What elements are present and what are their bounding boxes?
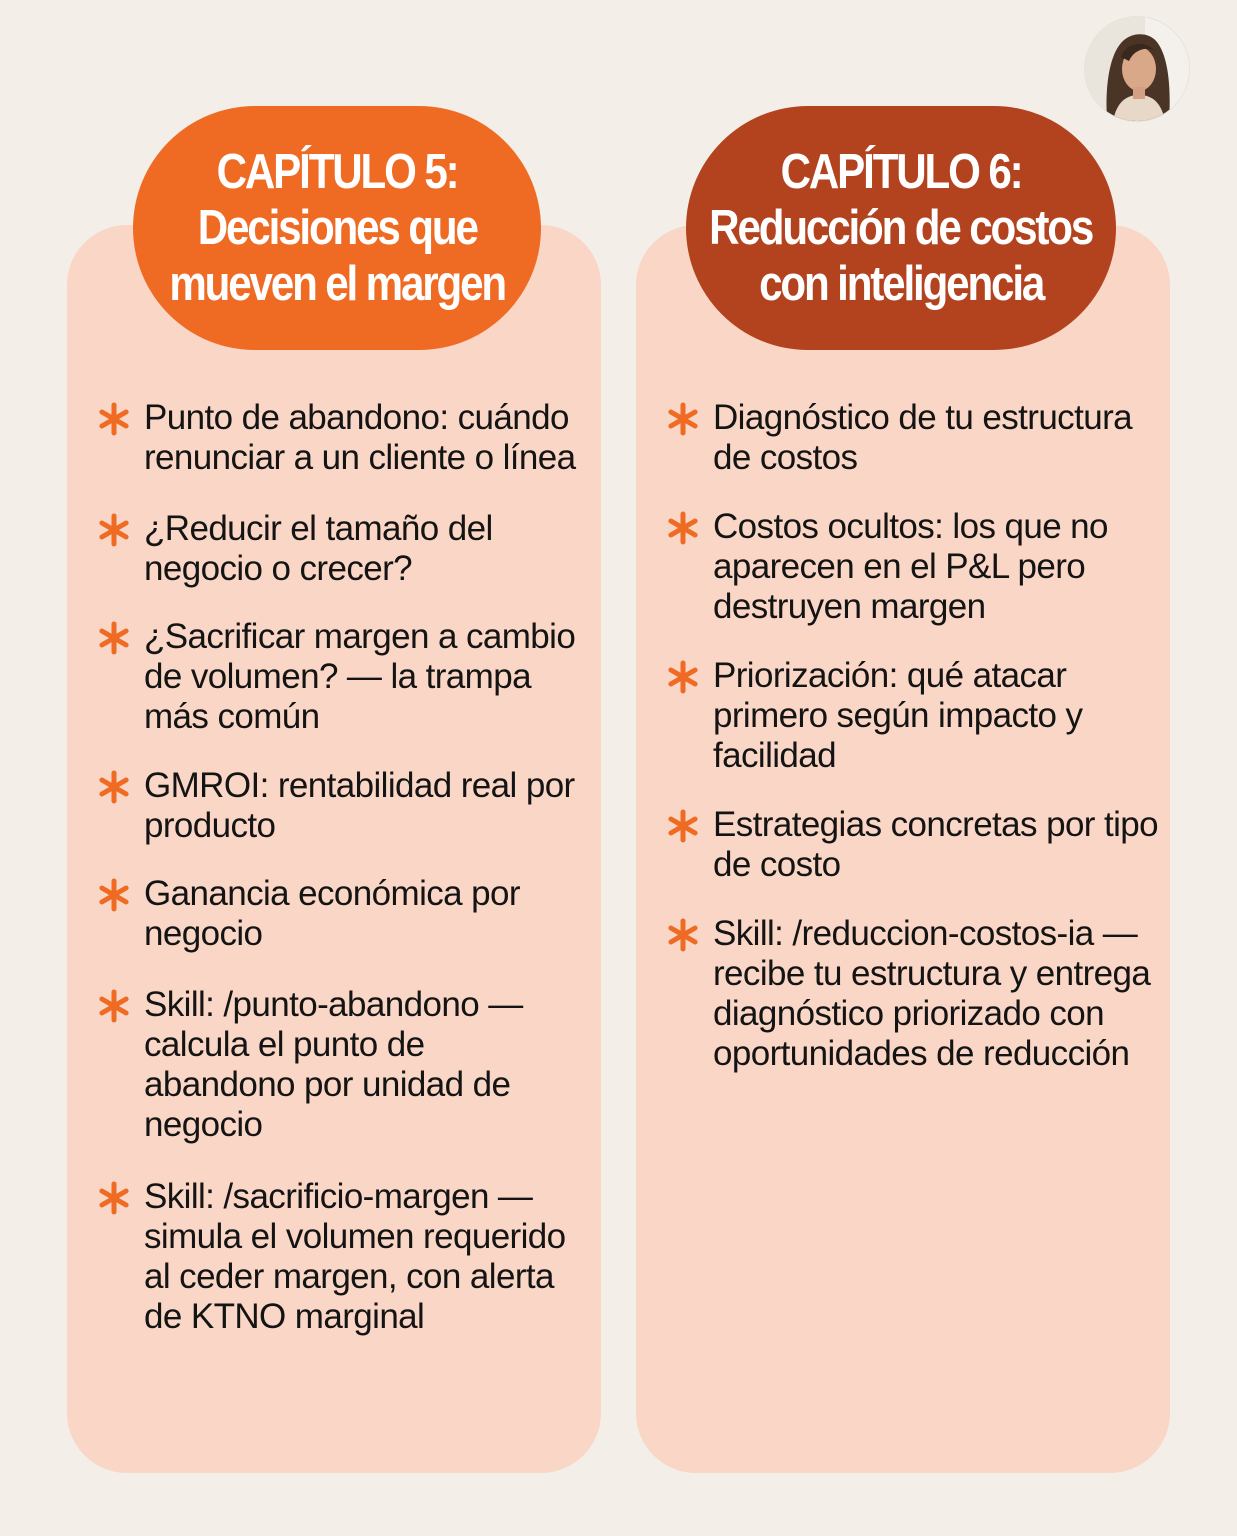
asterisk-icon xyxy=(97,878,131,912)
list-item xyxy=(97,398,577,478)
list-item xyxy=(666,656,1161,776)
list-item xyxy=(666,914,1161,1074)
list-item-text: Skill: /punto-abandono — calcula el punto de abandono por unidad de negocio xyxy=(144,985,523,1144)
asterisk-icon xyxy=(666,809,700,843)
avatar[interactable] xyxy=(1085,17,1189,121)
chapter6-title-line1: CAPÍTULO 6: xyxy=(780,145,1022,199)
asterisk-icon xyxy=(97,770,131,804)
chapter6-title-line3: con inteligencia xyxy=(758,257,1044,311)
chapter5-title-line3: mueven el margen xyxy=(169,257,505,311)
chapter6-topic-list xyxy=(666,398,1161,1074)
chapter6-title-badge xyxy=(686,106,1116,350)
list-item-text: Estrategias concretas por tipo de costo xyxy=(713,805,1159,884)
list-item-text: ¿Reducir el tamaño del negocio o crecer? xyxy=(144,509,493,588)
list-item-text: Punto de abandono: cuándo renunciar a un cliente o línea xyxy=(144,398,576,477)
asterisk-icon xyxy=(97,621,131,655)
list-item xyxy=(666,398,1161,478)
chapter5-title-line2: Decisiones que xyxy=(197,201,477,255)
asterisk-icon xyxy=(97,989,131,1023)
chapter6-title-line2: Reducción de costos xyxy=(709,201,1093,255)
list-item-text: Diagnóstico de tu estructura de costos xyxy=(713,398,1132,477)
list-item-text: Skill: /reduccion-costos-ia — recibe tu estructura y entrega diagnóstico priorizado con oportunidades de reducción xyxy=(713,914,1151,1073)
asterisk-icon xyxy=(97,513,131,547)
list-item-text: Ganancia económica por negocio xyxy=(144,874,520,953)
list-item xyxy=(97,509,577,589)
list-item xyxy=(97,874,577,954)
list-item xyxy=(97,1177,577,1337)
asterisk-icon xyxy=(666,402,700,436)
list-item xyxy=(666,805,1161,885)
asterisk-icon xyxy=(666,660,700,694)
asterisk-icon xyxy=(97,1181,131,1215)
list-item xyxy=(97,985,577,1145)
chapter5-topic-list xyxy=(97,398,577,1337)
list-item-text: Priorización: qué atacar primero según impacto y facilidad xyxy=(713,656,1083,775)
list-item-text: ¿Sacrificar margen a cambio de volumen? — la trampa más común xyxy=(144,617,576,736)
asterisk-icon xyxy=(97,402,131,436)
chapter5-title-badge xyxy=(133,106,541,350)
list-item-text: Costos ocultos: los que no aparecen en el P&L pero destruyen margen xyxy=(713,507,1108,626)
list-item xyxy=(97,617,577,737)
list-item-text: Skill: /sacrificio-margen — simula el volumen requerido al ceder margen, con alerta de KTNO marginal xyxy=(144,1177,566,1336)
chapter5-title-line1: CAPÍTULO 5: xyxy=(216,145,458,199)
list-item xyxy=(666,507,1161,627)
profile-photo-icon xyxy=(1085,17,1189,121)
asterisk-icon xyxy=(666,918,700,952)
list-item xyxy=(97,766,577,846)
list-item-text: GMROI: rentabilidad real por producto xyxy=(144,766,575,845)
asterisk-icon xyxy=(666,511,700,545)
